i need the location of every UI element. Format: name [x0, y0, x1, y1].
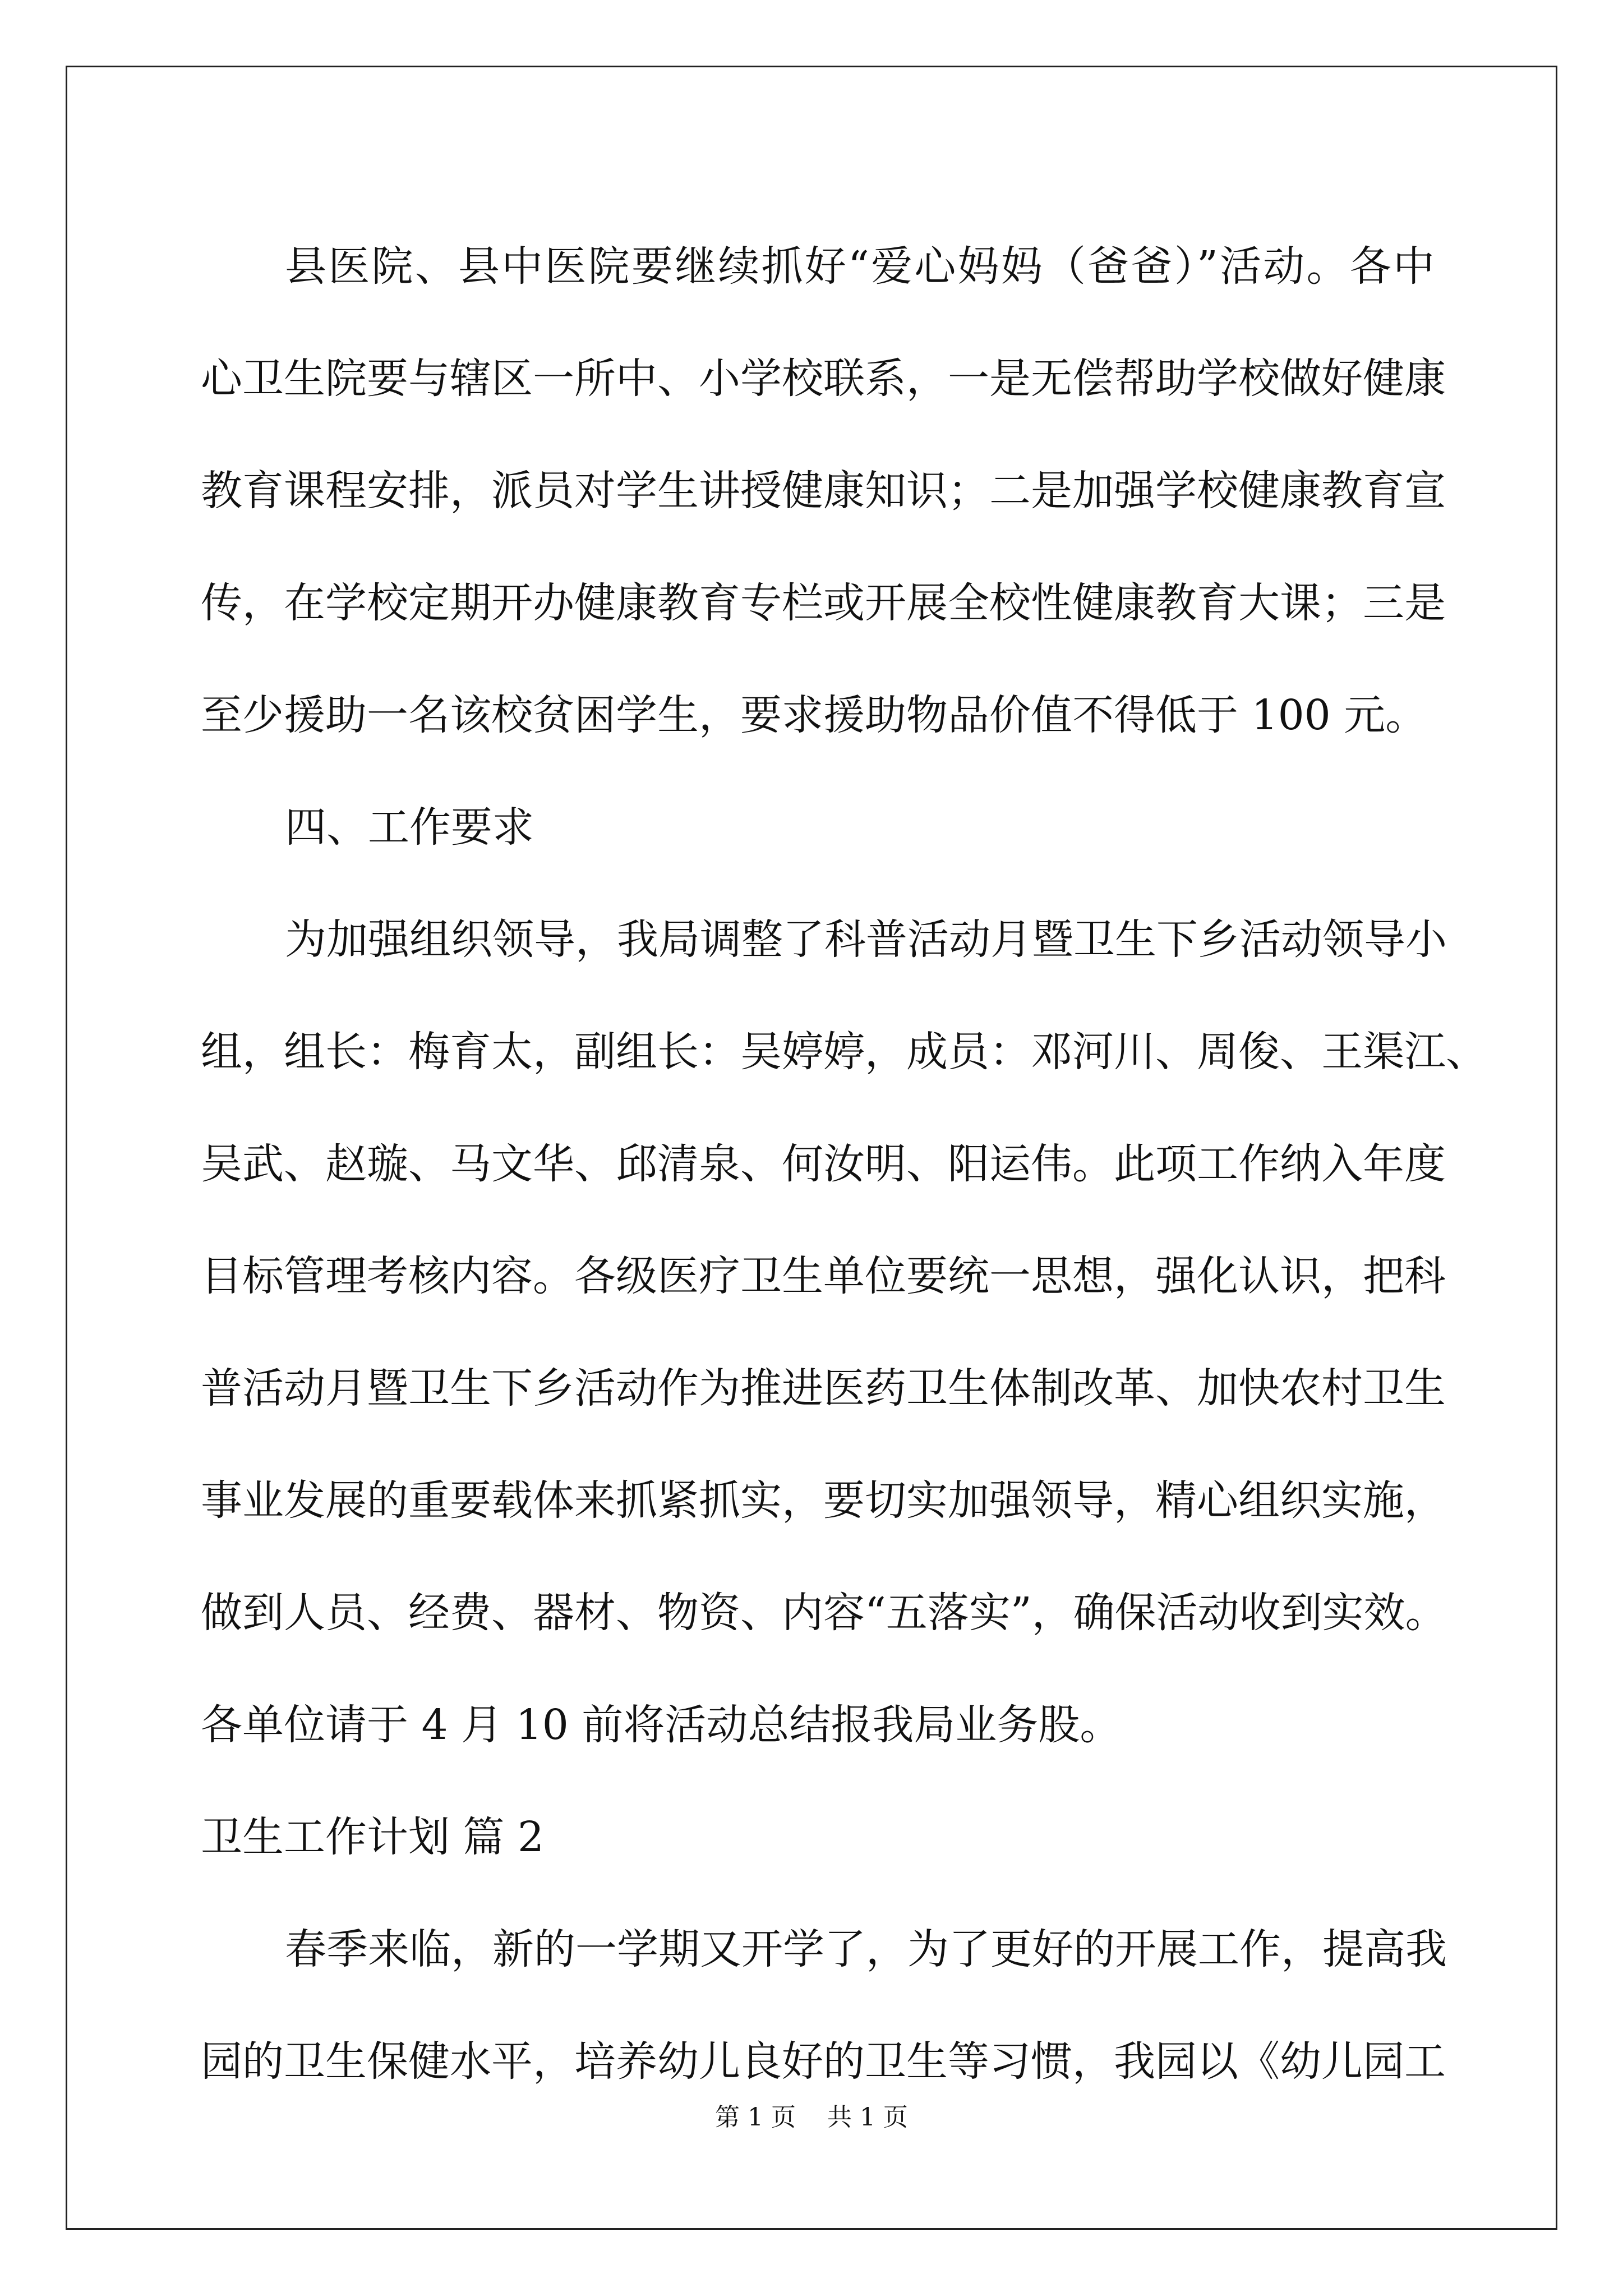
page-number-footer: 第 1 页 共 1 页 — [715, 2103, 908, 2132]
text-line: 吴武、赵璇、马文华、邱清泉、何汝明、阳运伟。此项工作纳入年度 — [201, 1140, 1446, 1188]
text-line: 园的卫生保健水平，培养幼儿良好的卫生等习惯，我园以《幼儿园工 — [201, 2037, 1446, 2086]
paragraph-1 — [201, 210, 1446, 771]
text-line: 为加强组织领导，我局调整了科普活动月暨卫生下乡活动领导小 — [285, 915, 1447, 964]
text-line: 至少援助一名该校贫困学生，要求援助物品价值不得低于 100 元。 — [201, 691, 1427, 739]
text-line: 教育课程安排，派员对学生讲授健康知识；二是加强学校健康教育宣 — [201, 467, 1446, 515]
text-line: 普活动月暨卫生下乡活动作为推进医药卫生体制改革、加快农村卫生 — [201, 1364, 1446, 1412]
text-line: 心卫生院要与辖区一所中、小学校联系，一是无偿帮助学校做好健康 — [201, 355, 1446, 403]
text-line: 做到人员、经费、器材、物资、内容“五落实”，确保活动收到实效。 — [201, 1589, 1447, 1637]
section-heading: 四、工作要求 — [285, 803, 534, 852]
text-line: 组，组长：梅育太，副组长：吴婷婷，成员：邓河川、周俊、王渠江、 — [201, 1028, 1487, 1076]
text-line: 目标管理考核内容。各级医疗卫生单位要统一思想，强化认识，把科 — [201, 1252, 1446, 1300]
text-line: 事业发展的重要载体来抓紧抓实，要切实加强领导，精心组织实施， — [201, 1476, 1446, 1525]
text-line: 传，在学校定期开办健康教育专栏或开展全校性健康教育大课；三是 — [201, 579, 1446, 627]
text-line: 各单位请于 4 月 10 前将活动总结报我局业务股。 — [201, 1701, 1122, 1749]
paragraph-2 — [201, 884, 1487, 1781]
text-line: 春季来临，新的一学期又开学了，为了更好的开展工作，提高我 — [285, 1925, 1447, 1973]
section-title: 卫生工作计划 篇 2 — [201, 1813, 545, 1861]
paragraph-3 — [201, 1893, 1447, 2118]
document-body — [201, 210, 1487, 2118]
text-line: 县医院、县中医院要继续抓好“爱心妈妈（爸爸）”活动。各中 — [285, 242, 1435, 291]
